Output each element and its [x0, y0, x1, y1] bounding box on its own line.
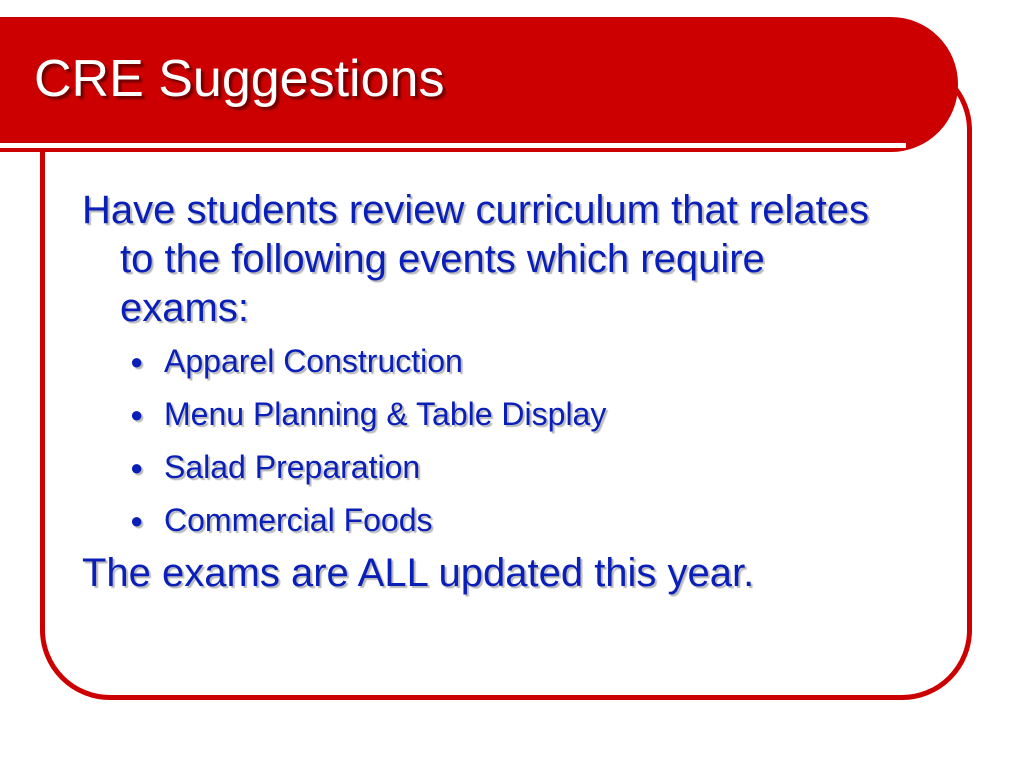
list-item — [82, 494, 882, 547]
list-item — [82, 335, 882, 388]
intro-paragraph: Have students review curriculum that relates to the following events which require exams: — [82, 188, 869, 330]
list-item — [82, 441, 882, 494]
bullet-icon: ● — [130, 508, 144, 533]
bullet-icon: ● — [130, 349, 144, 374]
title-divider — [0, 143, 906, 148]
list-item — [82, 388, 882, 441]
event-label: Salad Preparation — [164, 449, 421, 485]
bullet-icon: ● — [130, 402, 144, 427]
bullet-icon: ● — [130, 455, 144, 480]
slide-title: CRE Suggestions — [34, 50, 445, 108]
event-label: Apparel Construction — [164, 343, 463, 379]
event-label: Menu Planning & Table Display — [164, 396, 607, 432]
event-label: Commercial Foods — [164, 502, 433, 538]
slide-body — [82, 186, 882, 598]
closing-paragraph: The exams are ALL updated this year. — [82, 551, 755, 595]
event-list — [82, 335, 882, 547]
